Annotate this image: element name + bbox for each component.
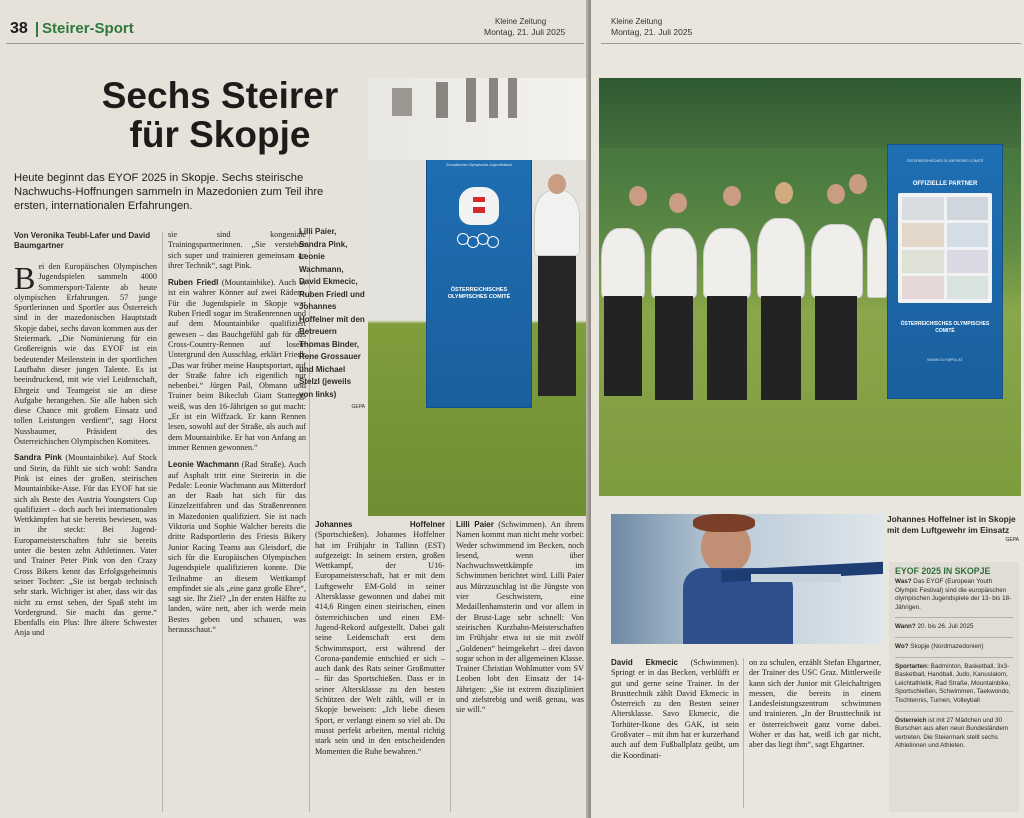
right-page bbox=[591, 0, 1024, 818]
athlete-text: Auf Stock und Stein, da fühlt sie sich wohl: Sandra Pink ist eines der großen, steirischen Mountainbike-Asse. Für das EYOF hat sie sich als Beste des Austria Youngsters Cup qualifiziert – doch auch bei internationalen Wettkämpfen hat sie bereits bewiesen, was in ihr steckt: Bei Jugend-Europameisterschaften fuhr sie bereits unter die besten zehn Athletinnen. Vater und Trainer Peter Pink von den Crazy Cross Bikers kennt das Erfolgsgeheimnis seiner Tochter: „Sie ist bergab technisch sehr stark. Wichtiger ist aber, dass wir das nicht zu ernst sehen, der Spaß steht im Vordergrund. Sie macht das gerne.“ Ebenfalls ein Plus: Ihre ältere Schwester Anja und bbox=[14, 453, 157, 638]
info-when bbox=[895, 623, 1013, 632]
athlete-head bbox=[669, 193, 687, 213]
athlete-paragraph-paier bbox=[456, 520, 584, 716]
photo-credit: GEPA bbox=[351, 404, 365, 410]
athlete-figure bbox=[867, 218, 887, 298]
olympic-banner-left bbox=[426, 160, 532, 408]
info-divider bbox=[895, 637, 1013, 638]
athlete-legs bbox=[604, 296, 642, 396]
athlete-text: Springt er in das Becken, verblüfft er gut und gerne seine Trainer. In der Brusttechnik zählt David Ekmecic in Österreich zu den Besten seiner Altersklasse. Savo Ekmecic, die Torhüter-Ikone des GAK, ist sein Großvater – mit ihm hat er kurzerhand auch auf dem Fußballplatz geübt, um die Koordinati- bbox=[611, 668, 739, 760]
info-where bbox=[895, 643, 1013, 652]
header-rule bbox=[6, 43, 584, 44]
window bbox=[392, 88, 412, 116]
athlete-name: Lilli Paier bbox=[456, 520, 494, 529]
olympic-rings-icon bbox=[457, 233, 501, 247]
info-value: 20. bis 26. Juli 2025 bbox=[915, 623, 974, 631]
athlete-head bbox=[827, 184, 845, 204]
athlete-name: David Ekmecic bbox=[611, 658, 678, 667]
newspaper-name: Kleine Zeitung bbox=[611, 17, 663, 26]
athlete-text: Johannes Hoffelner hat im Frühjahr in Tallinn (EST) aufgezeigt: In seinem ersten, großen Wettkampf, der U16-Europameisterschaft, hat er mit dem Luftgewehr EM-Gold in seiner Altersklasse gewonnen und dabei mit 414,6 Ringen einen steirischen, einen österreichischen und einen EM-Jugend-Rekord aufgestellt. Dabei galt seine Leidenschaft erst dem Schwimmsport, erst während der Corona-pandemie entschied er sich – auch dank des Rats seiner Großmutter – für das Sportschießen. Dass er in seiner Altersklasse zu den besten Schützen der Welt zählt, will er in Skopje beweisen: „Ich liebe diesen Sport, er verlangt einem so viel ab. Du musst perfekt arbeiten, mental richtig stark sein und in den entscheidenden Momenten die Ruhe bewahren.“ bbox=[315, 530, 445, 756]
athlete-legs bbox=[761, 296, 801, 400]
rifle-detail bbox=[751, 574, 841, 582]
issue-date: Montag, 21. Juli 2025 bbox=[611, 27, 693, 37]
shooter-hair bbox=[693, 514, 755, 532]
column-rule bbox=[450, 520, 451, 812]
partner-heading: OFFIZIELLE PARTNER bbox=[912, 181, 978, 187]
info-divider bbox=[895, 617, 1013, 618]
author-line: Von Veronika Teubl-Lafer und David Baumgartner bbox=[14, 231, 151, 250]
window bbox=[508, 78, 517, 118]
athlete-text: An ihrem Namen kommt man nicht mehr vorbei: Weder schwimmend im Becken, noch lesend, wenn über Nachwuchswettkämpfe im Schwimmen berichtet wird. Lilli Paier aus Mürzzuschlag ist die Jüngste von vier Geschwistern, eine Medaillenhamsterin und vor allem in der Brust-Lage sehr schnell: Von steirischen Kurzbahn-Meisterschaften im Frühjahr etwa ist sie mit zwölf „Goldenen“ heimgekehrt – drei davon sogar schon in der allgemeinen Klasse. Trainer Christian Wohlmutter vom SV Leoben lobt den Einsatz der 14-Jährigen: „Sie ist extrem diszipliniert und zielstrebig und weiß genau, was sie will.“ bbox=[456, 520, 584, 715]
athlete-figure bbox=[651, 228, 697, 298]
article-column-2 bbox=[168, 230, 306, 810]
athlete-legs bbox=[655, 296, 693, 400]
page-header-right bbox=[611, 17, 811, 39]
shooter-caption bbox=[887, 514, 1019, 546]
info-what bbox=[895, 578, 1013, 612]
caption-text: Johannes Hoffelner ist in Skopje mit dem Luftgewehr im Einsatz bbox=[887, 514, 1016, 535]
athlete-legs bbox=[815, 296, 857, 400]
article-column-1 bbox=[14, 262, 157, 810]
info-divider bbox=[895, 711, 1013, 712]
headline bbox=[70, 76, 370, 154]
column-rule bbox=[162, 232, 163, 812]
continued-text: on zu schulen, erzählt Stefan Ehgartner, der Trainer des USC Graz. Mittlerweile kann sich der Junior mit Gleichaltrigen messen, die bereits in einem Landesleistungszentrum schwimmen und trainieren. „In der Brusttechnik ist er österreichweit ganz vorne dabei. Woher er das hat, weiß ich gar nicht, aber das liegt ihm“, sagt Ehgartner. bbox=[749, 658, 881, 750]
athlete-head bbox=[723, 186, 741, 206]
banner-title: Europäisches Olympisches Jugendfestival bbox=[446, 163, 512, 167]
athlete-figure bbox=[811, 224, 863, 298]
athlete-paragraph-pink bbox=[14, 453, 157, 638]
article-column-5 bbox=[611, 658, 739, 808]
caption-text: Lilli Paier, Sandra Pink, Leonie Wachmann, David Ekmecic, Ruben Friedl und Johannes Hoffelner mit den Betreuern Thomas Binder, Rene Grossauer und Michael Stelzl (jeweils von links) bbox=[299, 227, 365, 399]
drop-cap: B bbox=[14, 262, 36, 296]
athlete-name: Ruben Friedl bbox=[168, 278, 219, 288]
info-austria bbox=[895, 717, 1013, 751]
athlete-paragraph-wachmann bbox=[168, 460, 306, 635]
window bbox=[466, 78, 476, 122]
info-value: ist mit 27 Mädchen und 30 Burschen aus allen neun Bundesländern vertreten. Die Steiermark stellt sechs Athletinnen und Athleten. bbox=[895, 716, 1009, 750]
info-label: Wo? bbox=[895, 642, 909, 650]
athlete-sport: (Sportschießen). bbox=[315, 530, 377, 540]
athlete-figure bbox=[703, 228, 751, 298]
athlete-legs bbox=[707, 296, 747, 400]
headline-line-1: Sechs Steirer bbox=[101, 75, 339, 116]
banner-url: WWW.OLYMPIA.AT bbox=[927, 357, 963, 362]
athlete-sport: (Mountainbike). bbox=[61, 453, 122, 463]
coach-head bbox=[548, 174, 566, 194]
window bbox=[436, 82, 448, 118]
photo-credit: GEPA bbox=[1005, 537, 1019, 543]
athlete-paragraph-friedl bbox=[168, 278, 306, 453]
athlete-head bbox=[775, 182, 793, 204]
headline-line-2: für Skopje bbox=[129, 114, 311, 155]
window bbox=[489, 78, 498, 118]
athlete-name: Johannes Hoffelner bbox=[315, 520, 445, 529]
banner-org-name: ÖSTERREICHISCHES OLYMPISCHES COMITÉ bbox=[906, 159, 984, 163]
athlete-head bbox=[849, 174, 867, 194]
athlete-text: Auch auf Asphalt tritt eine Steirerin in die Pedale: Leonie Wachmann aus Mitterdorf an der Raab hat sich für das Einzelzeitfahren und das Straßenrennen in Mazedonien qualifiziert. Sie ist nach Viktoria und Sophie Walcher bereits die dritte Radsportlerin des Friesis Bikery Junior Racing Teams aus Gleisdorf, die sich für die Europäischen Olympischen Jugendspiele qualifizieren konnte. Die Teilnahme an diesem Wettkampf empfindet sie als „eine ganz große Ehre“, sagt sie. Ihr Ziel? „In der ersten Hälfte zu landen, wäre nett, aber ich werde mein Bestes geben und schauen, was herausschaut.“ bbox=[168, 460, 306, 634]
photo-caption bbox=[299, 226, 365, 414]
athlete-head bbox=[629, 186, 647, 206]
info-label: Österreich bbox=[895, 716, 927, 724]
athlete-sport: (Rad Straße). bbox=[239, 460, 289, 470]
info-sports bbox=[895, 663, 1013, 706]
info-label: Was? bbox=[895, 578, 912, 585]
newspaper-name: Kleine Zeitung bbox=[495, 17, 547, 26]
athlete-sport: (Mountainbike). bbox=[218, 278, 279, 288]
page-number: 38 bbox=[10, 20, 28, 37]
athlete-text: Auch er ist ein wahrer Könner auf zwei Rädern. Für die Jugendspiele in Skopje war Ruben Friedl sogar im Straßenrennen und auf dem Mountainbike qualifiziert gewesen – das Bauchgefühl gab für das Cross-Country-Rennen auf losem Untergrund den Ausschlag, erklärt Friedl: „Das war früher meine Hauptsportart, auf der Straße fahre ich eigentlich nur nebenbei.“ Jürgen Pail, Obmann und Trainer beim Bikeclub Giant Stattegg, weiß, was den 16-Jährigen so gut macht: „Er ist ein Wiffzack. Er kann Rennen lesen, sowohl auf der Straße, als auch auf dem Mountainbike. Er hat von Anfang an immer Rennen gewonnen.“ bbox=[168, 278, 306, 452]
page-header-left bbox=[8, 17, 588, 42]
info-box-title: EYOF 2025 IN SKOPJE bbox=[895, 566, 991, 576]
info-label: Sportarten: bbox=[895, 662, 929, 670]
athlete-paragraph-hoffelner bbox=[315, 520, 445, 757]
athlete-sport: (Schwimmen). bbox=[678, 658, 739, 667]
info-value: Das EYOF (European Youth Olympic Festival) sind die europäischen olympischen Jugendspiele der 13- bis 18-Jährigen. bbox=[895, 578, 1012, 611]
header-rule bbox=[601, 43, 1021, 44]
eagle-icon bbox=[459, 187, 499, 225]
issue-date: Montag, 21. Juli 2025 bbox=[484, 27, 566, 37]
team-photo-left bbox=[368, 160, 588, 516]
athlete-figure bbox=[601, 228, 645, 298]
info-value: Skopje (Nordmazedonien) bbox=[908, 642, 984, 650]
column-rule bbox=[743, 658, 744, 808]
header-divider bbox=[36, 22, 38, 37]
section-name: Steirer-Sport bbox=[42, 20, 134, 37]
info-box bbox=[889, 562, 1019, 812]
coach-legs bbox=[538, 256, 576, 396]
athlete-paragraph-ekmecic bbox=[611, 658, 739, 761]
info-value: Badminton, Basketball, 3x3-Basketball, Handball, Judo, Kanuslalom, Leichtathletik, Rad Straße, Mountainbike, Sportschießen, Schwimmen, Taekwondo, Tischtennis, Turnen, Volleyball bbox=[895, 662, 1011, 704]
banner-org-name: ÖSTERREICHISCHES OLYMPISCHES COMITÉ bbox=[447, 287, 511, 300]
intro-text: ei den Europäischen Olympischen Jugendspielen sammeln 4000 Sommersport-Talente ab heute olympischen Erfahrungen. 57 junge Sportlerinnen und Sportler aus Österreich sind in der mazedonischen Hauptstadt Skopje dabei, sechs davon kommen aus der Steiermark. „Die Nominierung für ein Großereignis wie das EYOF ist ein bedeutender Meilenstein in der sportlichen Laufbahn dieser jungen Talente. Es ist beeindruckend, mit wie viel Leidenschaft, Ehrgeiz und Teamgeist sie an diese Aufgabe herangehen. Sie alle haben sich diese Chance mit großem Einsatz und tollen Leistungen verdient“, sagt Horst Nussbaumer, Präsident des Österreichischen Olympischen Komitees. bbox=[14, 262, 157, 447]
athlete-sport: (Schwimmen). bbox=[493, 520, 551, 529]
info-divider bbox=[895, 657, 1013, 658]
article-column-4 bbox=[456, 520, 584, 812]
team-photo-right bbox=[599, 78, 1021, 496]
banner-org-name-lower: ÖSTERREICHISCHES OLYMPISCHES COMITÉ bbox=[900, 321, 990, 334]
article-column-3 bbox=[315, 520, 445, 812]
forest-background bbox=[599, 78, 1021, 148]
athlete-name: Leonie Wachmann bbox=[168, 460, 240, 470]
shooter-photo bbox=[611, 514, 883, 644]
olympic-banner-right bbox=[887, 144, 1003, 399]
continued-text: sie sind kongeniale Trainingspartnerinnen. „Sie verstehen sich super und trainieren gemeinsam an ihrer Technik“, sagt Pink. bbox=[168, 230, 306, 270]
partner-logos bbox=[898, 193, 992, 303]
lead-paragraph: Heute beginnt das EYOF 2025 in Skopje. Sechs steirische Nachwuchs-Hoffnungen sammeln in Mazedonien zum Teil ihre ersten, internationalen Erfahrungen. bbox=[14, 172, 324, 212]
athlete-name: Sandra Pink bbox=[14, 453, 62, 463]
article-column-6 bbox=[749, 658, 881, 808]
info-label: Wann? bbox=[895, 623, 916, 631]
coach-figure bbox=[534, 190, 580, 256]
athlete-figure bbox=[757, 218, 805, 298]
